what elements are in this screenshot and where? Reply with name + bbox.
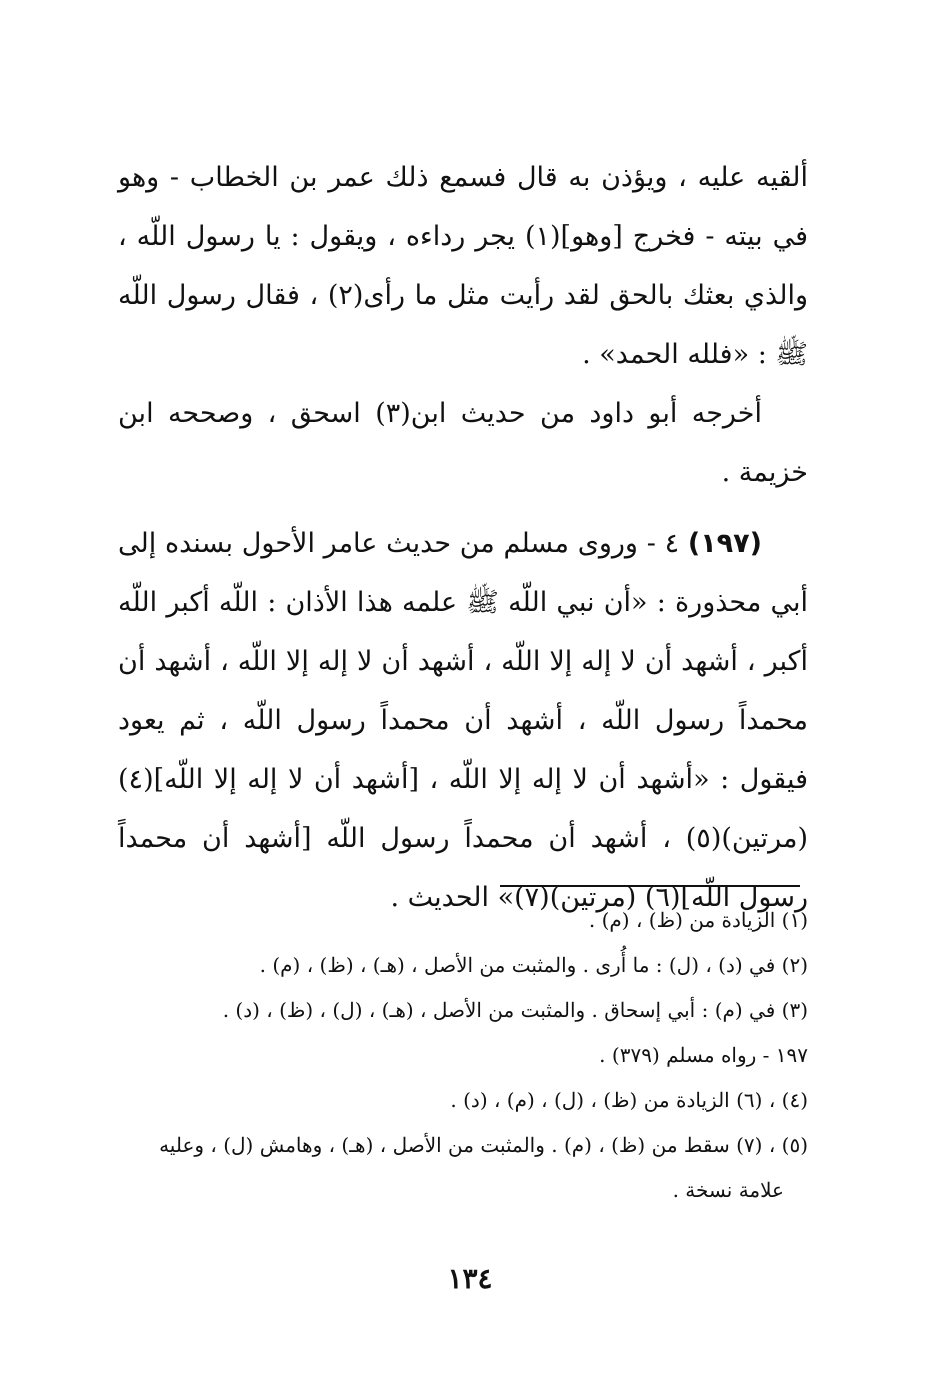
hadith-number: (١٩٧) [687, 528, 762, 559]
paragraph-3-text: ٤ - وروى مسلم من حديث عامر الأحول بسنده إلى أبي محذورة : «أن نبي اللّه ﷺ علمه هذا الأذان : اللّه أكبر اللّه أكبر ، أشهد أن لا إله إلا اللّه ، أشهد أن لا إله إلا اللّه ، أشهد أن محمداً رسول اللّه ، أشهد أن محمداً رسول اللّه ، ثم يعود فيقول : «أشهد أن لا إله إلا اللّه ، [أشهد أن لا إله إلا اللّه](٤) (مرتين)(٥) ، أشهد أن محمداً رسول اللّه [أشهد أن محمداً رسول اللّه](٦) (مرتين)(٧)» الحديث . [118, 528, 808, 913]
footnote-3: (٣) في (م) : أبي إسحاق . والمثبت من الأصل ، (هـ) ، (ل) ، (ظ) ، (د) . [222, 998, 808, 1022]
footnote-6-continuation: علامة نسخة . [672, 1178, 784, 1202]
paragraph-3 [118, 514, 808, 927]
footnote-2: (٢) في (د) ، (ل) : ما أُرى . والمثبت من الأصل ، (هـ) ، (ظ) ، (م) . [259, 953, 808, 977]
page-number: ١٣٤ [447, 1262, 493, 1295]
main-text [118, 148, 808, 927]
footnotes [108, 898, 808, 1213]
paragraph-2: أخرجه أبو داود من حديث ابن(٣) اسحق ، وصححه ابن خزيمة . [118, 398, 808, 488]
footnote-separator [500, 885, 800, 887]
footnote-4: ١٩٧ - رواه مسلم (٣٧٩) . [599, 1043, 808, 1067]
footnote-6: (٥) ، (٧) سقط من (ظ) ، (م) . والمثبت من الأصل ، (هـ) ، وهامش (ل) ، وعليه [159, 1133, 808, 1157]
paragraph-1: ألقيه عليه ، ويؤذن به قال فسمع ذلك عمر بن الخطاب - وهو في بيته - فخرج [وهو](١) يجر رداءه ، ويقول : يا رسول اللّه ، والذي بعثك بالحق لقد رأيت مثل ما رأى(٢) ، فقال رسول اللّه ﷺ : «فلله الحمد» . [118, 162, 809, 370]
footnote-5: (٤) ، (٦) الزيادة من (ظ) ، (ل) ، (م) ، (د) . [450, 1088, 808, 1112]
footnote-1: (١) الزيادة من (ظ) ، (م) . [588, 908, 808, 932]
